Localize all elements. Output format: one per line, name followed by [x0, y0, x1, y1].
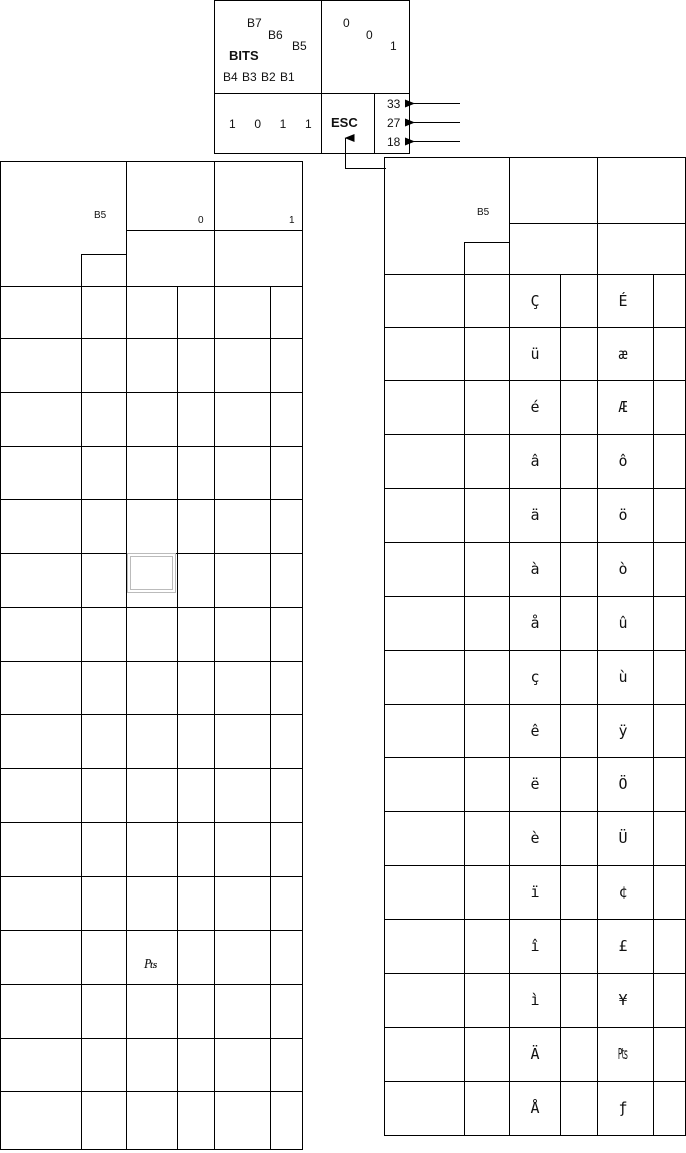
- b5-label: B5: [292, 39, 307, 53]
- left-col-0-value: 0: [198, 215, 204, 226]
- glyph-col1-row-8: ê: [530, 722, 540, 740]
- hex-code: 18: [387, 135, 401, 149]
- glyph-col1-row-10: è: [530, 829, 540, 847]
- glyph-col2-row-1: æ: [618, 345, 628, 363]
- glyph-col1-row-12: î: [530, 937, 540, 955]
- octal-code: 33: [387, 97, 401, 111]
- b5-value: 1: [390, 39, 397, 53]
- glyph-col2-row-3: ô: [618, 452, 628, 470]
- glyph-col1-row-1: ü: [530, 345, 540, 363]
- glyph-col2-row-6: û: [618, 614, 628, 632]
- glyph-col2-row-10: Ü: [618, 829, 628, 847]
- bits-title: BITS: [229, 48, 259, 63]
- b7-value: 0: [343, 16, 350, 30]
- glyph-col2-row-7: ù: [618, 668, 628, 686]
- glyph-col2-row-5: ò: [618, 560, 628, 578]
- glyph-col1-row-15: Å: [530, 1099, 540, 1117]
- glyph-col1-row-0: Ç: [530, 292, 540, 310]
- glyph-col2-row-4: ö: [618, 506, 628, 524]
- glyph-col2-row-11: ¢: [618, 883, 628, 901]
- glyph-col1-row-2: é: [530, 398, 540, 416]
- esc-label: ESC: [331, 115, 358, 130]
- left-col-1-value: 1: [289, 215, 295, 226]
- glyph-col1-row-6: å: [530, 614, 540, 632]
- glyph-col2-row-9: Ö: [618, 775, 628, 793]
- glyph-col1-row-13: ì: [530, 991, 540, 1009]
- right-b5-label: B5: [477, 207, 490, 218]
- glyph-col2-row-15: ƒ: [618, 1099, 628, 1117]
- glyph-col2-row-14: ₧: [618, 1045, 628, 1063]
- glyph-col1-row-4: ä: [530, 506, 540, 524]
- glyph-col1-row-5: à: [530, 560, 540, 578]
- blank-character-symbol: [127, 553, 176, 593]
- b6-value: 0: [366, 28, 373, 42]
- b7-label: B7: [247, 16, 262, 30]
- glyph-col2-row-2: Æ: [618, 398, 628, 416]
- b4-b1-label: B4 B3 B2 B1: [223, 70, 295, 84]
- glyph-col1-row-14: Ä: [530, 1045, 540, 1063]
- glyph-col1-row-9: ë: [530, 775, 540, 793]
- glyph-col1-row-3: â: [530, 452, 540, 470]
- left-b5-label: B5: [94, 210, 107, 221]
- glyph-col1-row-11: ï: [530, 883, 540, 901]
- b4-b1-values: 1 0 1 1: [229, 117, 312, 131]
- glyph-col2-row-13: ¥: [618, 991, 628, 1009]
- decimal-code: 27: [387, 116, 401, 130]
- glyph-col2-row-0: É: [618, 292, 628, 310]
- glyph-col1-row-7: ç: [530, 668, 540, 686]
- peseta-character: ₧: [144, 956, 158, 972]
- b6-label: B6: [268, 28, 283, 42]
- glyph-col2-row-12: £: [618, 937, 628, 955]
- glyph-col2-row-8: ÿ: [618, 722, 628, 740]
